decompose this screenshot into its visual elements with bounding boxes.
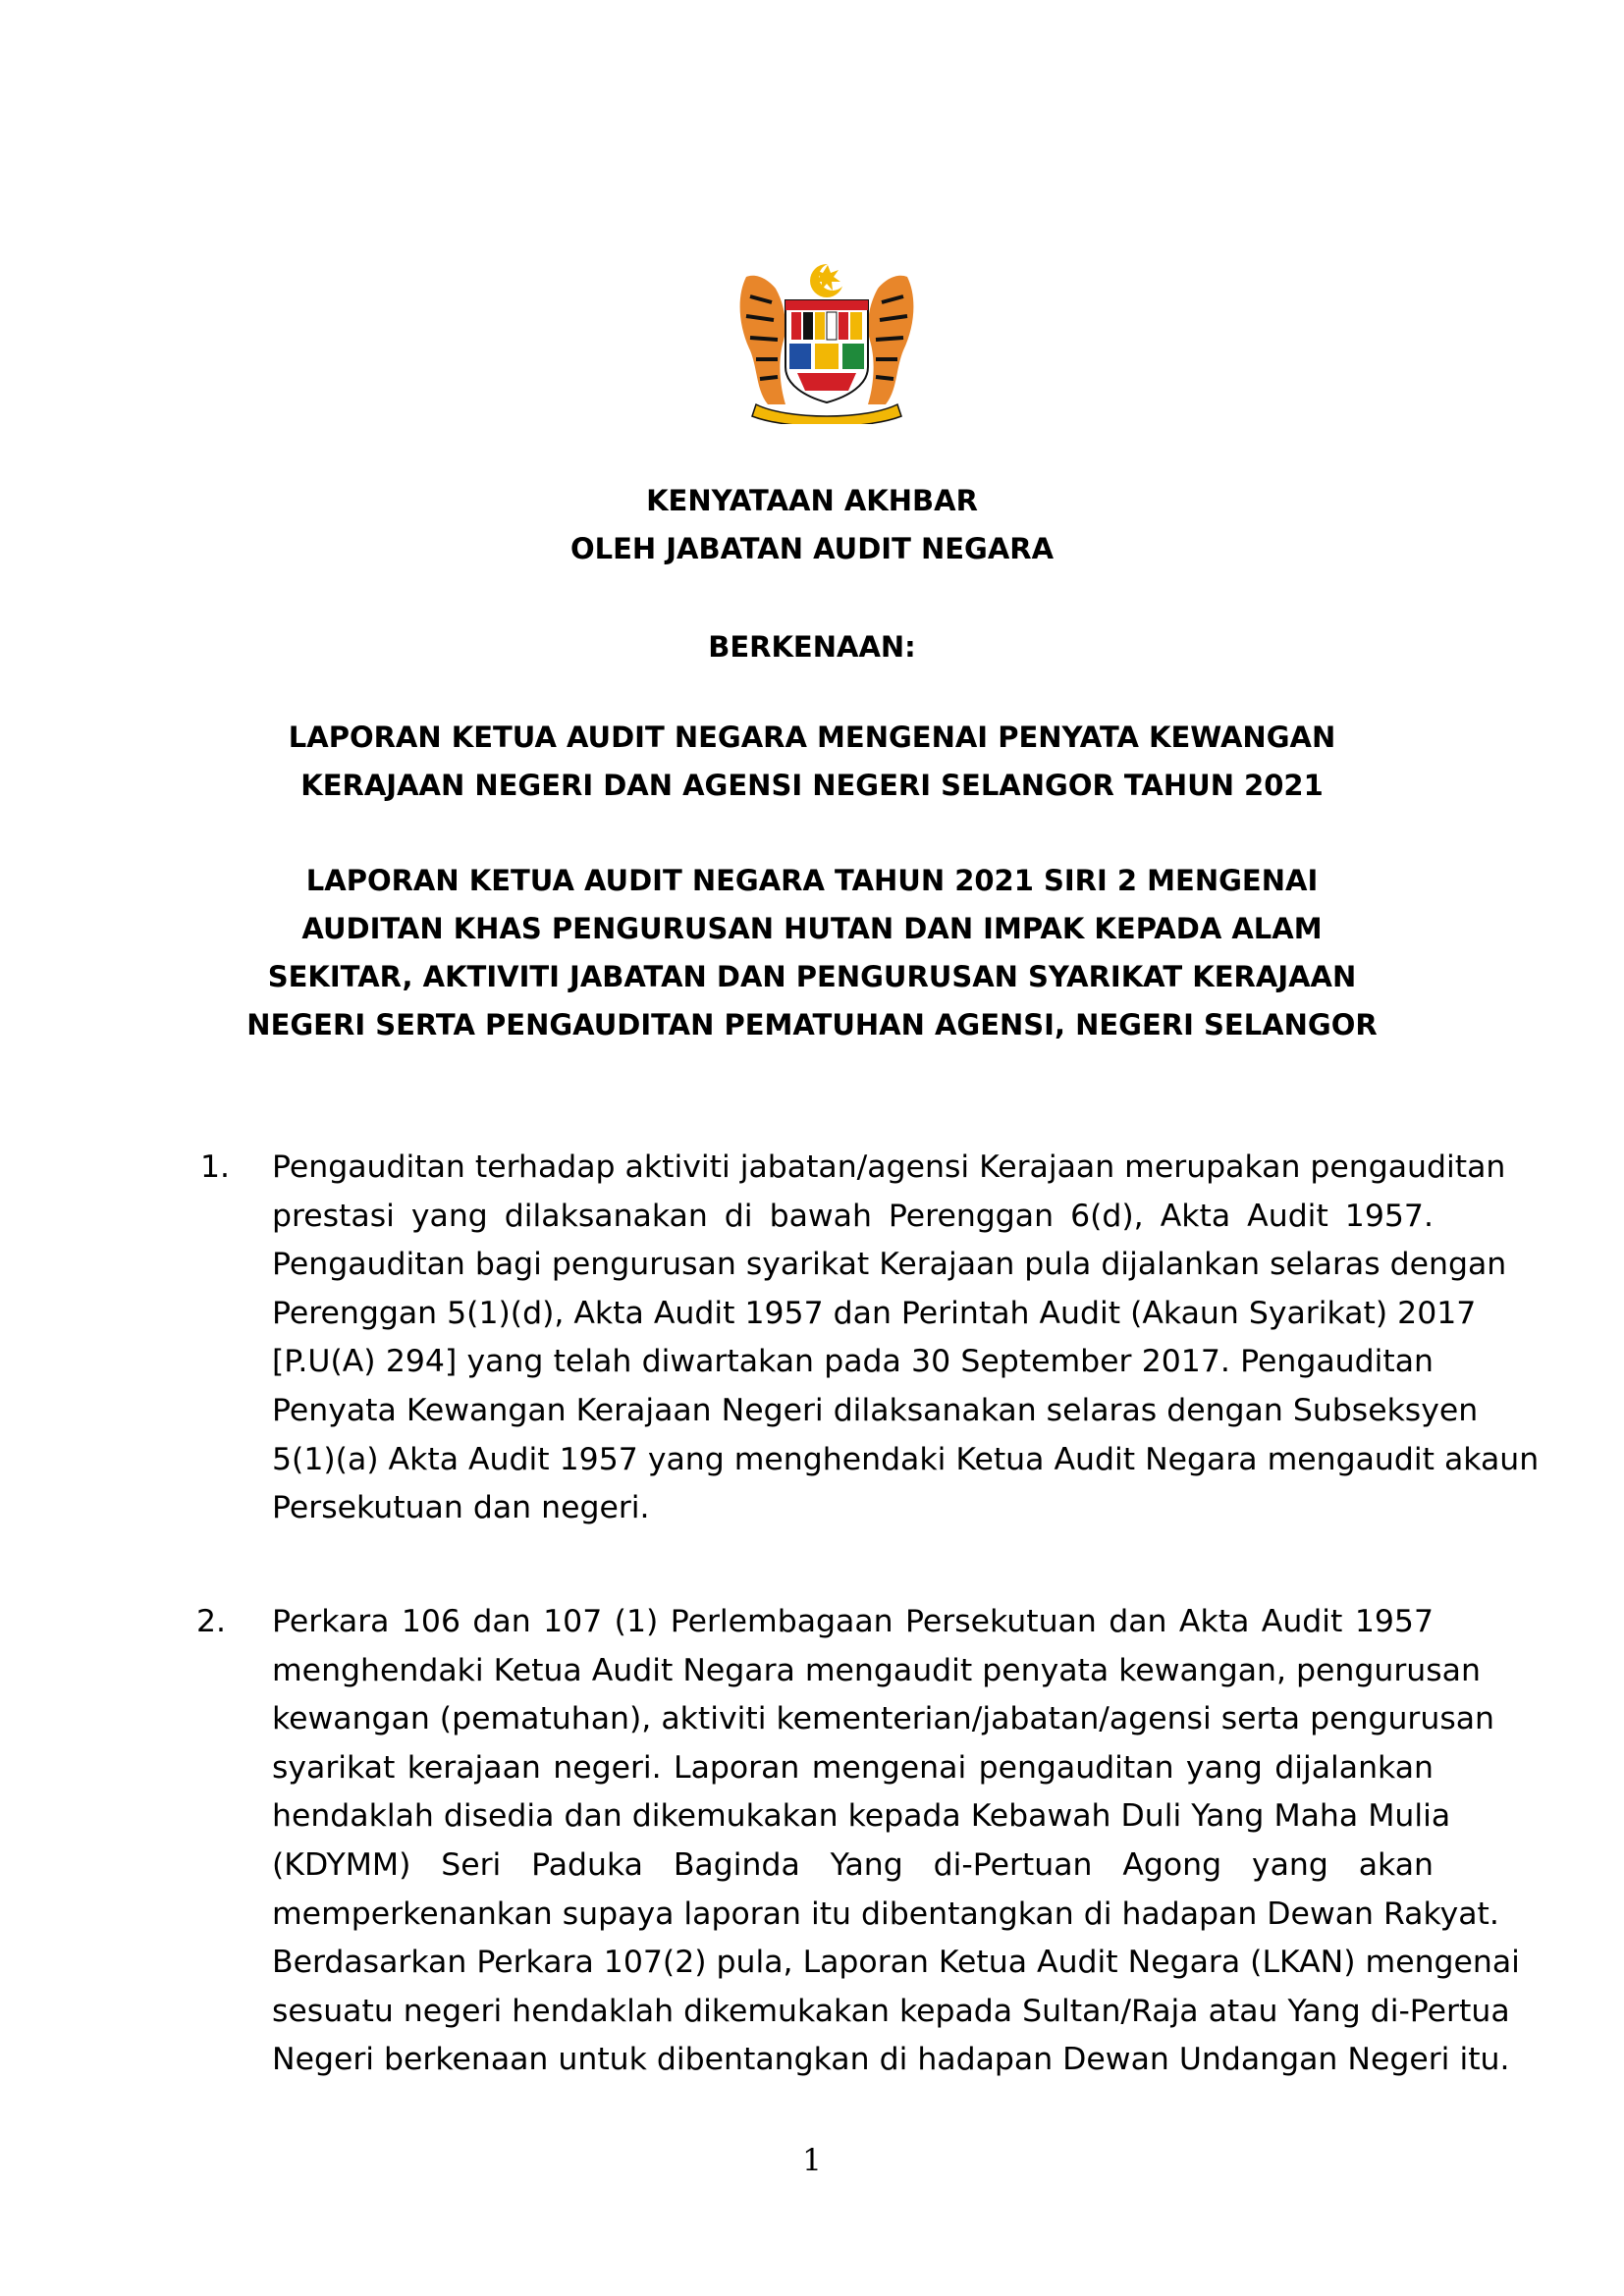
title-line: OLEH JABATAN AUDIT NEGARA bbox=[569, 532, 1055, 565]
paragraph-line: hendaklah disedia dan dikemukakan kepada Kebawah Duli Yang Maha Mulia bbox=[272, 1798, 1451, 1835]
paragraph-line: Perenggan 5(1)(d), Akta Audit 1957 dan Perintah Audit (Akaun Syarikat) 2017 bbox=[272, 1295, 1477, 1331]
paragraph-line: syarikat kerajaan negeri. Laporan mengenai pengauditan yang dijalankan bbox=[272, 1749, 1434, 1786]
report-title-1 bbox=[0, 714, 1624, 810]
report-title-line: LAPORAN KETUA AUDIT NEGARA MENGENAI PENYATA KEWANGAN bbox=[288, 721, 1336, 754]
paragraph-line: prestasi yang dilaksanakan di bawah Perenggan 6(d), Akta Audit 1957. bbox=[272, 1198, 1434, 1234]
paragraph-body bbox=[272, 1598, 1520, 2085]
report-title-line: AUDITAN KHAS PENGURUSAN HUTAN DAN IMPAK KEPADA ALAM bbox=[301, 912, 1323, 945]
page-number: 1 bbox=[802, 2143, 822, 2178]
about-label-text: BERKENAAN: bbox=[708, 630, 916, 664]
report-title-line: LAPORAN KETUA AUDIT NEGARA TAHUN 2021 SIRI 2 MENGENAI bbox=[305, 864, 1319, 897]
paragraph-line: Persekutuan dan negeri. bbox=[272, 1490, 650, 1526]
paragraph-line: menghendaki Ketua Audit Negara mengaudit penyata kewangan, pengurusan bbox=[272, 1652, 1481, 1688]
press-release-title bbox=[0, 477, 1624, 573]
paragraph-number: 2. bbox=[196, 1604, 227, 1639]
report-title-2 bbox=[0, 857, 1624, 1049]
report-title-line: SEKITAR, AKTIVITI JABATAN DAN PENGURUSAN SYARIKAT KERAJAAN bbox=[267, 960, 1357, 993]
paragraph-body bbox=[272, 1144, 1540, 1533]
paragraph-number: 1. bbox=[200, 1149, 231, 1185]
paragraph-line: sesuatu negeri hendaklah dikemukakan kepada Sultan/Raja atau Yang di-Pertua bbox=[272, 1993, 1510, 2029]
paragraph-line: Pengauditan terhadap aktiviti jabatan/agensi Kerajaan merupakan pengauditan bbox=[272, 1149, 1506, 1185]
title-line: KENYATAAN AKHBAR bbox=[646, 484, 978, 517]
report-title-line: KERAJAAN NEGERI DAN AGENSI NEGERI SELANGOR TAHUN 2021 bbox=[300, 769, 1324, 802]
about-label bbox=[0, 623, 1624, 671]
paragraph-line: Berdasarkan Perkara 107(2) pula, Laporan Ketua Audit Negara (LKAN) mengenai bbox=[272, 1945, 1520, 1981]
paragraph-line: [P.U(A) 294] yang telah diwartakan pada 30 September 2017. Pengauditan bbox=[272, 1344, 1434, 1380]
paragraph-line: Perkara 106 dan 107 (1) Perlembagaan Persekutuan dan Akta Audit 1957 bbox=[272, 1604, 1434, 1639]
paragraph-line: Pengauditan bagi pengurusan syarikat Kerajaan pula dijalankan selaras dengan bbox=[272, 1247, 1507, 1283]
malaysia-coat-of-arms-icon bbox=[729, 257, 925, 424]
paragraph-line: Penyata Kewangan Kerajaan Negeri dilaksanakan selaras dengan Subseksyen bbox=[272, 1392, 1479, 1428]
report-title-line: NEGERI SERTA PENGAUDITAN PEMATUHAN AGENSI, NEGERI SELANGOR bbox=[246, 1008, 1378, 1041]
paragraph-line: Negeri berkenaan untuk dibentangkan di hadapan Dewan Undangan Negeri itu. bbox=[272, 2042, 1510, 2078]
paragraph-line: kewangan (pematuhan), aktiviti kementerian/jabatan/agensi serta pengurusan bbox=[272, 1701, 1495, 1737]
paragraph-line: (KDYMM) Seri Paduka Baginda Yang di-Pertuan Agong yang akan bbox=[272, 1846, 1434, 1883]
paragraph-line: memperkenankan supaya laporan itu dibentangkan di hadapan Dewan Rakyat. bbox=[272, 1896, 1499, 1932]
paragraph-line: 5(1)(a) Akta Audit 1957 yang menghendaki Ketua Audit Negara mengaudit akaun bbox=[272, 1441, 1540, 1477]
